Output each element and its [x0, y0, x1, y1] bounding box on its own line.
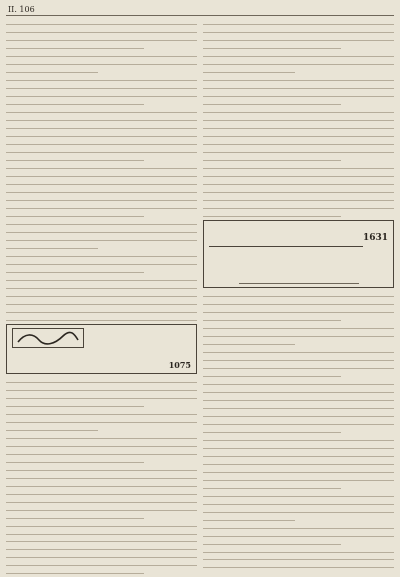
- listing-line: [6, 179, 197, 185]
- listing-line: [203, 482, 341, 488]
- listing-line: [203, 99, 341, 105]
- listing-line: [6, 67, 98, 73]
- listing-line: [203, 147, 394, 153]
- listing-line: [203, 514, 295, 520]
- listing-line: [203, 570, 394, 574]
- listing-line: [6, 464, 197, 470]
- listing-lines-bottom: [6, 377, 197, 574]
- listing-line: [6, 544, 197, 550]
- listing-columns: [6, 19, 394, 574]
- advertisement-address-row: [12, 360, 191, 370]
- listing-line: [6, 536, 197, 542]
- listing-line: [203, 163, 394, 169]
- listing-line: [6, 91, 197, 97]
- listing-line: [6, 99, 144, 105]
- listing-line: [6, 385, 197, 391]
- listing-line: [203, 538, 341, 544]
- listing-line: [203, 498, 394, 504]
- listing-line: [6, 155, 144, 161]
- listing-line: [203, 458, 394, 464]
- listing-line: [203, 35, 394, 41]
- listing-line: [6, 448, 197, 454]
- listing-line: [203, 211, 341, 217]
- listing-line: [6, 267, 144, 273]
- listing-line: [6, 306, 197, 312]
- listing-line: [6, 401, 144, 407]
- listing-line: [203, 530, 394, 536]
- listing-line: [203, 107, 394, 113]
- listing-line: [6, 417, 197, 423]
- logo-emblem-icon: [15, 331, 81, 345]
- listing-line: [203, 187, 394, 193]
- listing-line: [6, 425, 98, 431]
- listing-line: [6, 456, 144, 462]
- listing-line: [203, 411, 394, 417]
- listing-line: [6, 83, 197, 89]
- listing-line: [203, 554, 394, 560]
- listing-line: [203, 451, 394, 457]
- business-advertisement-right: [203, 220, 394, 288]
- listing-line: [203, 291, 394, 297]
- listing-line: [203, 379, 394, 385]
- listing-line: [6, 259, 197, 265]
- listing-line: [6, 139, 197, 145]
- listing-line: [6, 147, 197, 153]
- listing-line: [6, 243, 98, 249]
- listing-line: [6, 227, 197, 233]
- listing-line: [203, 522, 394, 528]
- business-advertisement-left: [6, 324, 197, 374]
- listing-line: [6, 187, 197, 193]
- listing-line: [203, 355, 394, 361]
- listing-line: [6, 282, 197, 288]
- advertisement-phone-number-right: 1631: [362, 232, 388, 243]
- listing-line: [6, 480, 197, 486]
- listing-line: [203, 466, 394, 472]
- listing-line: [6, 393, 197, 399]
- listing-line: [6, 552, 197, 558]
- listing-line: [203, 131, 394, 137]
- listing-line: [6, 409, 197, 415]
- listing-line: [6, 314, 197, 320]
- listing-line: [203, 490, 394, 496]
- listing-line: [203, 19, 394, 25]
- listing-line: [6, 219, 197, 225]
- listing-line: [6, 290, 197, 296]
- listing-line: [6, 520, 197, 526]
- listing-line: [6, 19, 197, 25]
- listing-line: [203, 387, 394, 393]
- listing-line: [203, 323, 394, 329]
- listing-line: [6, 377, 197, 383]
- listing-line: [203, 67, 295, 73]
- listing-line: [203, 371, 341, 377]
- advertisement-subtitle-rule: [239, 274, 359, 284]
- listing-line: [203, 155, 341, 161]
- listing-line: [6, 496, 197, 502]
- listing-line: [203, 419, 394, 425]
- listing-line: [203, 179, 394, 185]
- listing-line: [203, 27, 394, 33]
- listing-line: [203, 59, 394, 65]
- listing-line: [6, 433, 197, 439]
- listing-line: [6, 163, 197, 169]
- advertisement-phone-number: 1075: [168, 359, 191, 370]
- listing-line: [203, 91, 394, 97]
- listing-line: [6, 528, 197, 534]
- listing-line: [203, 443, 394, 449]
- right-column: [203, 19, 394, 574]
- listing-line: [203, 506, 394, 512]
- listing-line: [6, 298, 197, 304]
- listing-line: [203, 171, 394, 177]
- page-number: II. 106: [8, 4, 35, 14]
- listing-line: [203, 307, 394, 313]
- listing-line: [6, 512, 144, 518]
- listing-line: [203, 83, 394, 89]
- listing-line: [6, 203, 197, 209]
- listing-line: [6, 211, 144, 217]
- listing-line: [6, 251, 197, 257]
- listing-line: [203, 123, 394, 129]
- listing-line: [203, 474, 394, 480]
- listing-line: [203, 51, 394, 57]
- listing-lines-top: [6, 19, 197, 321]
- listing-line: [6, 560, 197, 566]
- listing-line: [6, 568, 144, 574]
- listing-line: [6, 59, 197, 65]
- listing-line: [203, 546, 394, 552]
- listing-line: [203, 562, 394, 568]
- listing-line: [203, 43, 341, 49]
- listing-line: [203, 395, 394, 401]
- listing-line: [203, 139, 394, 145]
- listing-line: [203, 339, 295, 345]
- page-header: [6, 4, 394, 16]
- business-logo: [12, 328, 84, 348]
- listing-line: [6, 107, 197, 113]
- listing-line: [6, 195, 197, 201]
- listing-line: [6, 504, 197, 510]
- listing-line: [203, 115, 394, 121]
- listing-line: [6, 472, 197, 478]
- listing-lines-bottom-right: [203, 291, 394, 574]
- listing-line: [203, 403, 394, 409]
- listing-line: [6, 75, 197, 81]
- listing-line: [6, 488, 197, 494]
- listing-line: [6, 235, 197, 241]
- left-column: [6, 19, 197, 574]
- listing-line: [6, 115, 197, 121]
- listing-line: [203, 203, 394, 209]
- listing-line: [203, 347, 394, 353]
- listing-line: [203, 195, 394, 201]
- listing-line: [203, 363, 394, 369]
- listing-line: [6, 275, 197, 281]
- listing-line: [203, 315, 341, 321]
- listing-line: [6, 131, 197, 137]
- listing-line: [6, 440, 197, 446]
- listing-line: [6, 43, 144, 49]
- listing-line: [6, 123, 197, 129]
- listing-line: [6, 27, 197, 33]
- listing-lines-top-right: [203, 19, 394, 217]
- listing-line: [6, 51, 197, 57]
- listing-line: [6, 35, 197, 41]
- advertisement-name-banner: [209, 224, 363, 247]
- listing-line: [6, 171, 197, 177]
- listing-line: [203, 331, 394, 337]
- listing-line: [203, 75, 394, 81]
- listing-line: [203, 299, 394, 305]
- listing-line: [203, 435, 394, 441]
- listing-line: [203, 427, 341, 433]
